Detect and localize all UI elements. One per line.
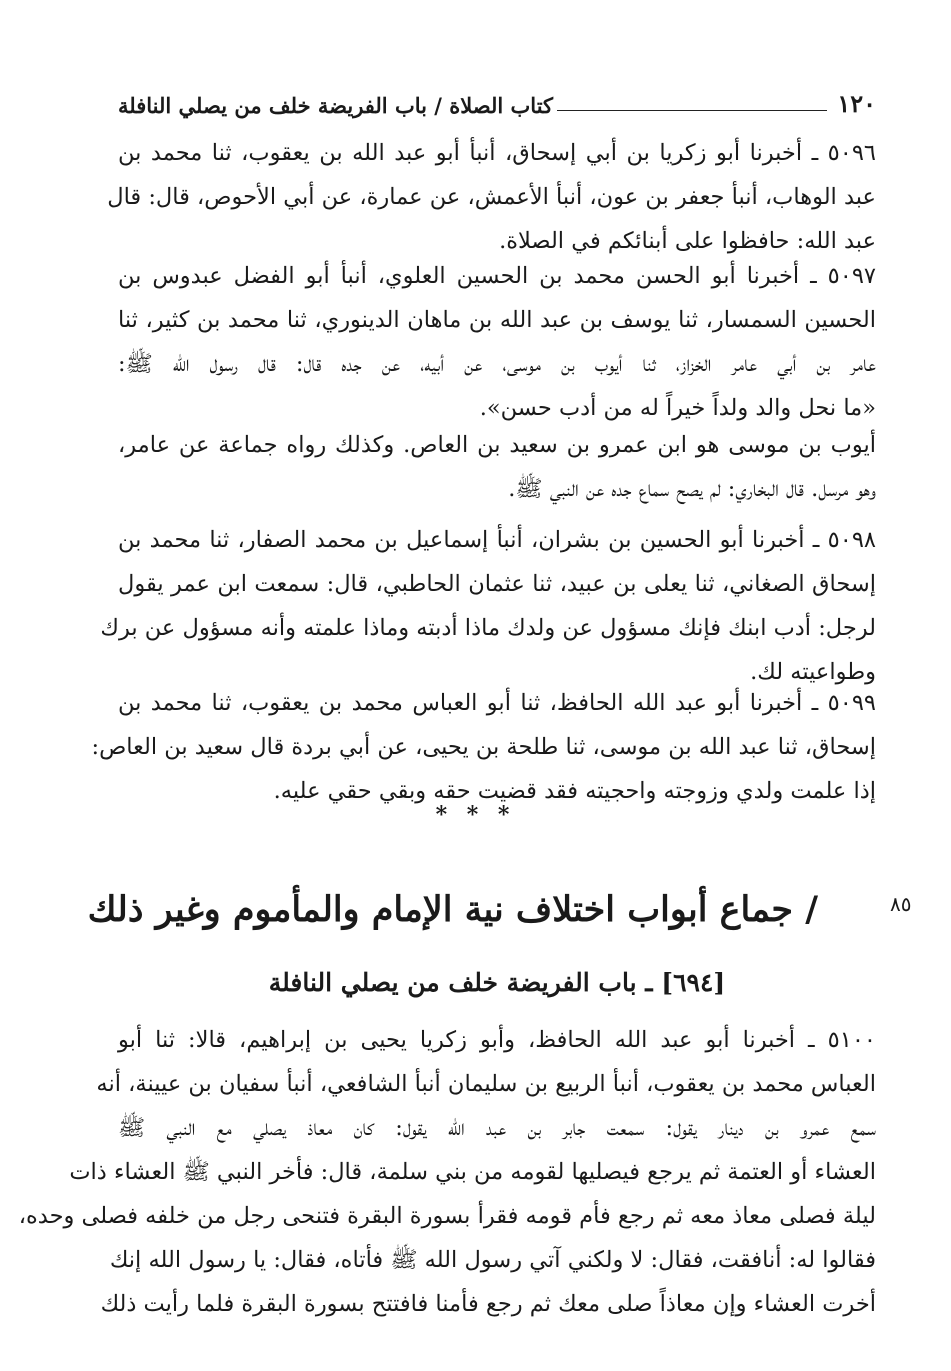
section-separator: * * *	[435, 802, 516, 828]
text-line: ليلة فصلى معاذ معه ثم رجع فأم قومه فقرأ بسورة البقرة فتنحى رجل من خلفه فصلى وحده،	[18, 1203, 876, 1229]
text-line: أيوب بن موسى هو ابن عمرو بن سعيد بن العاص. وكذلك رواه جماعة عن عامر،	[118, 432, 876, 458]
text-line: ٥٠٩٨ ـ أخبرنا أبو الحسين بن بشران، أنبأ إسماعيل بن محمد الصفار، ثنا محمد بن	[118, 527, 876, 553]
text-line: سمع عمرو بن دينار يقول: سمعت جابر بن عبد الله يقول: كان معاذ يصلي مع النبي ﷺ	[118, 1115, 876, 1141]
paragraph-5097	[118, 254, 876, 430]
text-line: عامر بن أبي عامر الخزاز، ثنا أيوب بن موسى، عن أبيه، عن جده قال: قال رسول الله ﷺ:	[118, 351, 876, 377]
chapter-title: / جماع أبواب اختلاف نية الإمام والمأموم وغير ذلك	[87, 889, 818, 930]
text-line: العباس محمد بن يعقوب، أنبأ الربيع بن سليمان أنبأ الشافعي، أنبأ سفيان بن عيينة، أنه	[96, 1071, 876, 1097]
text-line: العشاء أو العتمة ثم يرجع فيصليها لقومه من بني سلمة، قال: فأخر النبي ﷺ العشاء ذات	[69, 1159, 876, 1185]
paragraph-5098	[100, 518, 876, 694]
text-line: أخرت العشاء وإن معاذاً صلى معك ثم رجع فأمنا فافتتح بسورة البقرة فلما رأيت ذلك	[100, 1291, 876, 1317]
text-line: وطواعيته لك.	[750, 659, 876, 685]
paragraph-5100	[18, 1018, 876, 1326]
text-line: ٥١٠٠ ـ أخبرنا أبو عبد الله الحافظ، وأبو زكريا يحيى بن إبراهيم، قالا: ثنا أبو	[118, 1027, 876, 1053]
text-line: «ما نحل والد ولداً خيراً له من أدب حسن».	[479, 395, 876, 421]
text-line: عبد الله: حافظوا على أبنائكم في الصلاة.	[499, 228, 876, 254]
running-title: كتاب الصلاة / باب الفريضة خلف من يصلي النافلة	[118, 93, 554, 118]
margin-reference: ٨٥	[890, 892, 912, 916]
text-line: إسحاق الصغاني، ثنا يعلى بن عبيد، ثنا عثمان الحاطبي، قال: سمعت ابن عمر يقول	[118, 571, 876, 597]
page-number: ١٢٠	[837, 89, 876, 118]
header-rule	[557, 110, 827, 111]
page-header	[118, 82, 876, 118]
text-line: الحسين السمسار، ثنا يوسف بن عبد الله بن ماهان الدينوري، ثنا محمد بن كثير، ثنا	[118, 307, 876, 333]
section-title: [٦٩٤] ـ باب الفريضة خلف من يصلي النافلة	[268, 968, 726, 997]
paragraph-5096	[107, 131, 876, 263]
text-line: ٥٠٩٩ ـ أخبرنا أبو عبد الله الحافظ، ثنا أبو العباس محمد بن يعقوب، ثنا محمد بن	[118, 690, 876, 716]
text-line: إسحاق، ثنا عبد الله بن موسى، ثنا طلحة بن يحيى، عن أبي بردة قال سعيد بن العاص:	[91, 734, 876, 760]
text-line: ٥٠٩٧ ـ أخبرنا أبو الحسن محمد بن الحسين العلوي، أنبأ أبو الفضل عبدوس بن	[118, 263, 876, 289]
paragraph-5099	[91, 681, 876, 813]
text-line: لرجل: أدب ابنك فإنك مسؤول عن ولدك ماذا أدبته وماذا علمته وأنه مسؤول عن برك	[100, 615, 876, 641]
text-line: ٥٠٩٦ ـ أخبرنا أبو زكريا بن أبي إسحاق، أنبأ أبو عبد الله بن يعقوب، ثنا محمد بن	[118, 140, 876, 166]
text-line: إذا علمت ولدي وزوجته واحجيته فقد قضيت حقه وبقي حقي عليه.	[273, 778, 876, 804]
text-line: وهو مرسل. قال البخاري: لم يصح سماع جده عن النبي ﷺ.	[508, 476, 876, 502]
text-line: فقالوا له: أنافقت، فقال: لا ولكني آتي رسول الله ﷺ فأتاه، فقال: يا رسول الله إنك	[109, 1247, 876, 1273]
text-line: عبد الوهاب، أنبأ جعفر بن عون، أنبأ الأعمش، عن عمارة، عن أبي الأحوص، قال: قال	[107, 184, 876, 210]
commentary-paragraph	[118, 423, 876, 511]
